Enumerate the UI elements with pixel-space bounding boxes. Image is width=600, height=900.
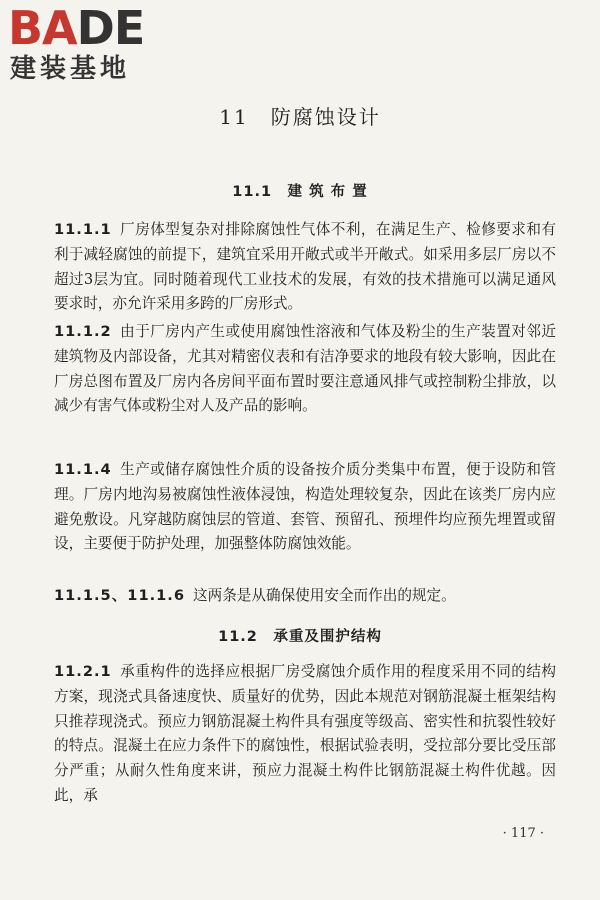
clause-11-1-1 [54,218,556,317]
page-number: · 117 · [502,826,544,841]
clause-number: 11.1.1 [54,221,112,238]
section-title-11-1: 11.1 建 筑 布 置 [232,184,368,200]
clause-text: 厂房体型复杂对排除腐蚀性气体不利，在满足生产、检修要求和有利于减轻腐蚀的前提下，建筑宜采用开敞式或半开敞式。如采用多层厂房以不超过3层为宜。同时随着现代工业技术的发展，有效的技术措施可以满足通风要求时，亦允许采用多跨的厂房形式。 [54,221,556,313]
clause-number: 11.2.1 [54,663,112,680]
clause-11-1-5-6 [54,584,556,609]
clause-11-2-1 [54,660,556,809]
clause-number: 11.1.2 [54,323,112,340]
logo-wordmark: BADE [8,1,145,55]
clause-text: 这两条是从确保使用安全而作出的规定。 [193,587,456,604]
section-title-11-2: 11.2 承重及围护结构 [218,629,382,645]
logo-subtitle: 建装基地 [10,54,131,84]
clause-text: 承重构件的选择应根据厂房受腐蚀介质作用的程度采用不同的结构方案，现浇式具备速度快、质量好的优势，因此本规范对钢筋混凝土框架结构只推荐现浇式。预应力钢筋混凝土构件具有强度等级高、密实性和抗裂性较好的特点。混凝土在应力条件下的腐蚀性，根据试验表明，受拉部分要比受压部分严重；从耐久性角度来讲，预应力混凝土构件比钢筋混凝土构件优越。因此，承 [54,663,556,804]
bade-logo [8,1,178,86]
clause-11-1-4 [54,458,556,557]
chapter-title: 11 防腐蚀设计 [219,105,381,129]
clause-number: 11.1.5、11.1.6 [54,587,186,604]
clause-number: 11.1.4 [54,461,112,478]
clause-text: 由于厂房内产生或使用腐蚀性溶液和气体及粉尘的生产装置对邻近建筑物及内部设备，尤其对精密仪表和有洁净要求的地段有较大影响，因此在厂房总图布置及厂房内各房间平面布置时要注意通风排气或控制粉尘排放，以减少有害气体或粉尘对人及产品的影响。 [54,323,556,415]
clause-11-1-2 [54,320,556,419]
clause-text: 生产或储存腐蚀性介质的设备按介质分类集中布置，便于设防和管理。厂房内地沟易被腐蚀性液体浸蚀，构造处理较复杂，因此在该类厂房内应避免敷设。凡穿越防腐蚀层的管道、套管、预留孔、预埋件均应预先埋置或留设，主要便于防护处理，加强整体防腐蚀效能。 [54,461,556,553]
